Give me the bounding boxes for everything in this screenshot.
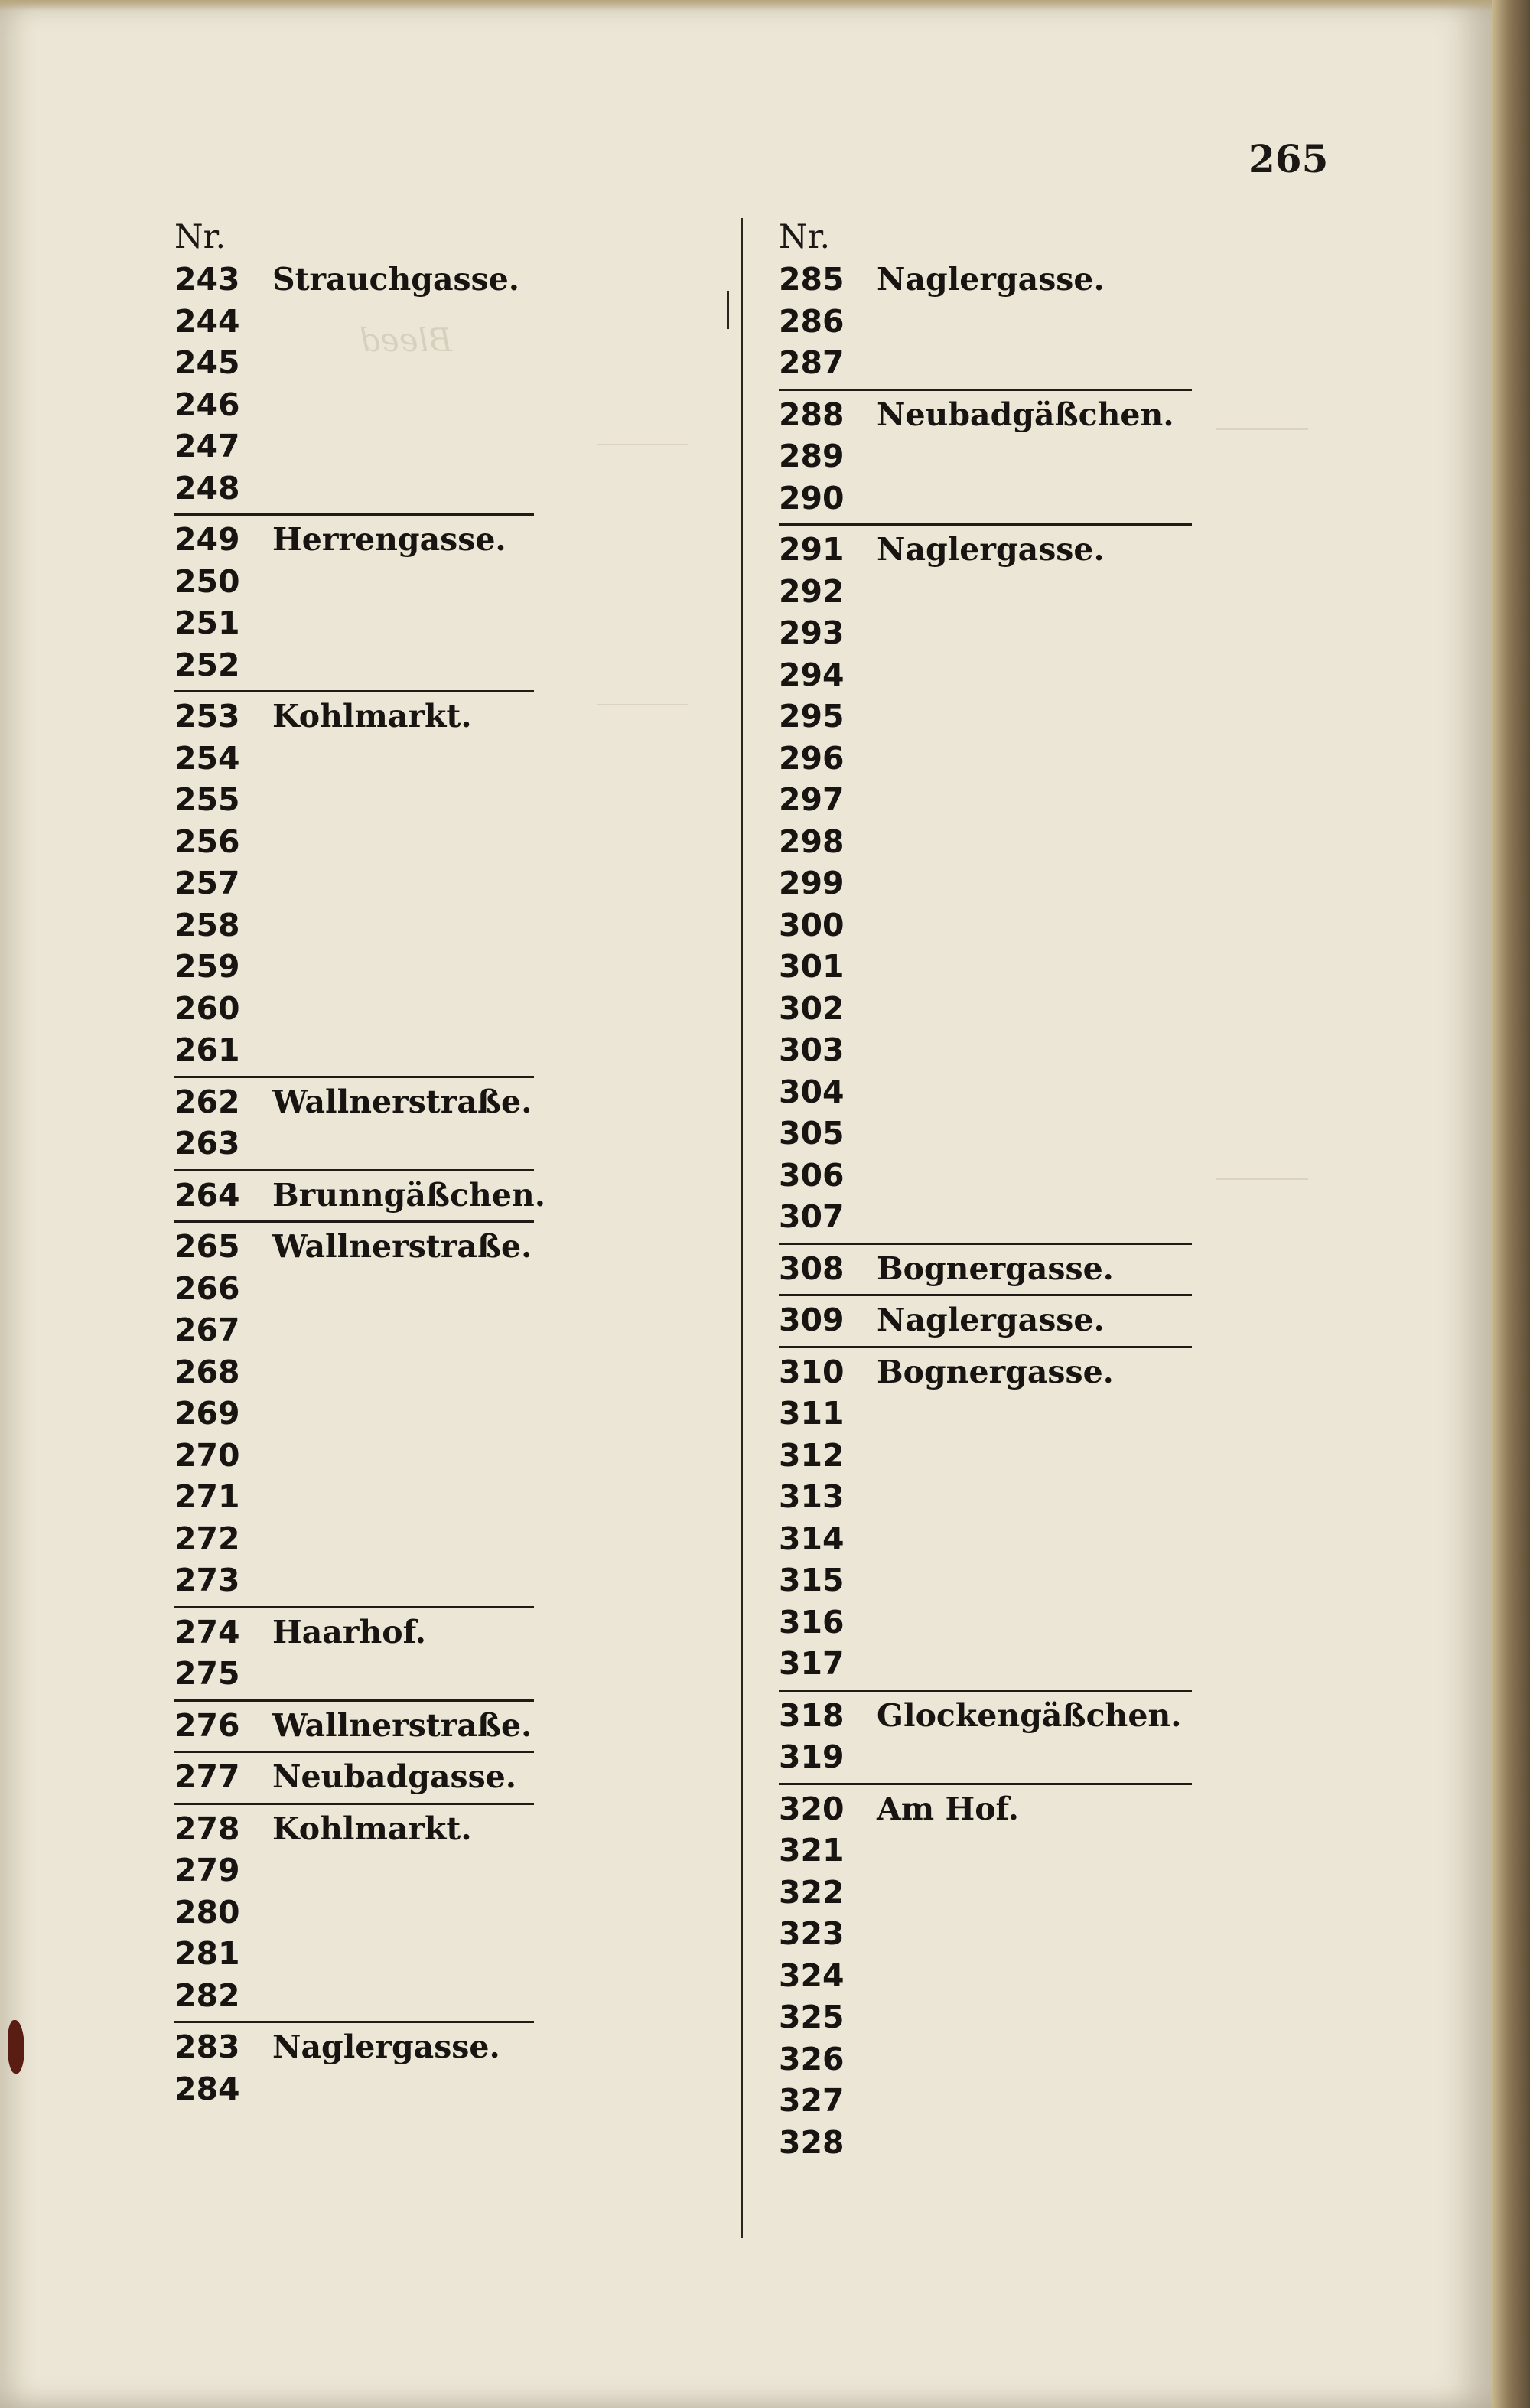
house-number: 294 bbox=[779, 656, 845, 693]
street-name: Kohlmarkt. bbox=[272, 698, 472, 735]
house-number: 310 bbox=[779, 1353, 845, 1390]
address-row bbox=[174, 561, 534, 603]
house-number: 277 bbox=[174, 1758, 240, 1795]
column-header-nr: Nr. bbox=[779, 218, 831, 256]
house-number: 274 bbox=[174, 1613, 240, 1650]
right-column bbox=[779, 218, 1192, 2163]
house-number: 253 bbox=[174, 698, 240, 735]
address-row bbox=[174, 513, 534, 561]
house-number: 285 bbox=[779, 261, 845, 298]
house-number: 295 bbox=[779, 698, 845, 735]
house-number: 283 bbox=[174, 2028, 240, 2065]
street-name: Glockengäßchen. bbox=[877, 1696, 1182, 1734]
address-row bbox=[779, 301, 1192, 343]
address-row bbox=[174, 1351, 534, 1393]
address-row bbox=[779, 1996, 1192, 2038]
left-rows bbox=[174, 259, 546, 2110]
address-row bbox=[174, 1803, 534, 1850]
address-row bbox=[779, 904, 1192, 947]
address-row bbox=[779, 1913, 1192, 1955]
street-name: Naglergasse. bbox=[877, 1302, 1105, 1338]
address-row bbox=[779, 259, 1192, 301]
house-number: 325 bbox=[779, 1999, 845, 2035]
address-row bbox=[174, 1653, 534, 1695]
right-rows bbox=[779, 259, 1192, 2163]
address-row bbox=[779, 1736, 1192, 1778]
address-row bbox=[174, 862, 534, 904]
address-row bbox=[174, 1309, 534, 1351]
address-row bbox=[174, 259, 534, 301]
address-row bbox=[174, 1268, 534, 1310]
house-number: 244 bbox=[174, 302, 240, 340]
address-row bbox=[779, 1071, 1192, 1113]
address-row bbox=[174, 1029, 534, 1071]
house-number: 278 bbox=[174, 1810, 240, 1847]
book-page-edge bbox=[1492, 0, 1530, 2408]
address-row bbox=[779, 988, 1192, 1030]
address-row bbox=[779, 571, 1192, 613]
address-row bbox=[174, 1435, 534, 1477]
address-row bbox=[779, 1435, 1192, 1477]
address-row bbox=[779, 1559, 1192, 1602]
column-divider-tick bbox=[727, 291, 729, 329]
bleed-through-line bbox=[597, 704, 688, 705]
house-number: 245 bbox=[174, 344, 240, 381]
street-name: Herrengasse. bbox=[272, 521, 506, 558]
house-number: 302 bbox=[779, 989, 845, 1027]
address-row bbox=[174, 946, 534, 988]
house-number: 305 bbox=[779, 1115, 845, 1152]
address-row bbox=[174, 1123, 534, 1165]
address-row bbox=[779, 1294, 1192, 1341]
address-row bbox=[174, 1699, 534, 1747]
house-number: 307 bbox=[779, 1198, 845, 1235]
address-row bbox=[779, 1518, 1192, 1560]
house-number: 324 bbox=[779, 1957, 845, 1994]
street-name: Haarhof. bbox=[272, 1613, 427, 1650]
address-row bbox=[779, 1393, 1192, 1435]
address-row bbox=[779, 1346, 1192, 1393]
house-number: 276 bbox=[174, 1706, 240, 1744]
house-number: 254 bbox=[174, 739, 240, 777]
address-row bbox=[174, 988, 534, 1030]
bleed-through-line bbox=[597, 444, 688, 445]
address-row bbox=[779, 1830, 1192, 1872]
address-row bbox=[174, 644, 534, 686]
column-divider bbox=[741, 218, 743, 2238]
address-row bbox=[174, 2021, 534, 2068]
address-row bbox=[779, 1155, 1192, 1197]
address-row bbox=[174, 1849, 534, 1892]
address-row bbox=[779, 435, 1192, 477]
address-row bbox=[779, 946, 1192, 988]
address-row bbox=[174, 342, 534, 384]
street-name: Naglergasse. bbox=[877, 261, 1105, 298]
house-number: 263 bbox=[174, 1125, 240, 1162]
address-row bbox=[779, 2038, 1192, 2081]
ink-stain bbox=[8, 2020, 24, 2074]
address-row bbox=[174, 1476, 534, 1518]
address-row bbox=[174, 779, 534, 821]
address-row bbox=[779, 1872, 1192, 1914]
address-row bbox=[174, 1751, 534, 1798]
house-number: 281 bbox=[174, 1935, 240, 1972]
address-row bbox=[779, 2122, 1192, 2164]
address-row bbox=[174, 468, 534, 510]
left-column bbox=[174, 218, 546, 2110]
house-number: 246 bbox=[174, 386, 240, 423]
address-row bbox=[779, 738, 1192, 780]
house-number: 309 bbox=[779, 1302, 845, 1338]
house-number: 272 bbox=[174, 1520, 240, 1557]
house-number: 298 bbox=[779, 823, 845, 860]
address-row bbox=[174, 425, 534, 468]
house-number: 327 bbox=[779, 2082, 845, 2119]
house-number: 251 bbox=[174, 604, 240, 641]
street-name: Strauchgasse. bbox=[272, 261, 520, 298]
house-number: 271 bbox=[174, 1478, 240, 1515]
house-number: 258 bbox=[174, 906, 240, 943]
house-number: 322 bbox=[779, 1873, 845, 1911]
house-number: 290 bbox=[779, 479, 845, 516]
house-number: 323 bbox=[779, 1915, 845, 1952]
house-number: 316 bbox=[779, 1603, 845, 1641]
house-number: 264 bbox=[174, 1176, 240, 1214]
house-number: 284 bbox=[174, 2070, 240, 2107]
house-number: 296 bbox=[779, 739, 845, 777]
house-number: 268 bbox=[174, 1353, 240, 1390]
address-row bbox=[174, 1975, 534, 2017]
house-number: 286 bbox=[779, 302, 845, 340]
address-row bbox=[779, 1029, 1192, 1071]
street-name: Neubadgasse. bbox=[272, 1758, 517, 1795]
address-row bbox=[174, 1393, 534, 1435]
house-number: 306 bbox=[779, 1156, 845, 1194]
address-row bbox=[174, 1169, 546, 1217]
house-number: 250 bbox=[174, 562, 240, 600]
page-top-shadow bbox=[0, 0, 1530, 11]
bleed-through-text: Bleed bbox=[360, 321, 452, 359]
address-row bbox=[174, 301, 534, 343]
street-name: Brunngäßchen. bbox=[272, 1176, 546, 1214]
house-number: 292 bbox=[779, 572, 845, 610]
address-row bbox=[174, 821, 534, 863]
house-number: 314 bbox=[779, 1520, 845, 1557]
address-row bbox=[779, 1690, 1192, 1737]
address-row bbox=[779, 1196, 1192, 1238]
house-number: 265 bbox=[174, 1228, 240, 1265]
house-number: 326 bbox=[779, 2040, 845, 2077]
house-number: 257 bbox=[174, 865, 240, 901]
house-number: 262 bbox=[174, 1083, 240, 1120]
house-number: 261 bbox=[174, 1031, 240, 1068]
address-row bbox=[779, 862, 1192, 904]
street-name: Am Hof. bbox=[877, 1790, 1020, 1827]
address-row bbox=[779, 2080, 1192, 2122]
address-row bbox=[174, 1933, 534, 1975]
column-header-nr: Nr. bbox=[174, 218, 226, 256]
address-row bbox=[779, 389, 1192, 436]
address-row bbox=[174, 2068, 534, 2110]
house-number: 266 bbox=[174, 1269, 240, 1307]
house-number: 317 bbox=[779, 1645, 845, 1682]
street-name: Naglergasse. bbox=[877, 531, 1105, 568]
address-row bbox=[779, 821, 1192, 863]
address-row bbox=[174, 690, 534, 738]
address-row bbox=[779, 1476, 1192, 1518]
address-row bbox=[779, 654, 1192, 696]
house-number: 260 bbox=[174, 989, 240, 1027]
address-row bbox=[174, 1606, 534, 1654]
house-number: 270 bbox=[174, 1436, 240, 1474]
address-row bbox=[779, 696, 1192, 738]
address-row bbox=[779, 1643, 1192, 1685]
address-row bbox=[779, 1602, 1192, 1644]
address-row bbox=[779, 1783, 1192, 1830]
bleed-through-line bbox=[1216, 428, 1308, 430]
house-number: 280 bbox=[174, 1893, 240, 1931]
house-number: 303 bbox=[779, 1031, 845, 1068]
house-number: 289 bbox=[779, 438, 845, 474]
street-name: Bognergasse. bbox=[877, 1250, 1114, 1287]
house-number: 312 bbox=[779, 1436, 845, 1474]
bleed-through-line bbox=[1216, 1178, 1308, 1180]
street-name: Wallnerstraße. bbox=[272, 1706, 532, 1744]
house-number: 279 bbox=[174, 1852, 240, 1888]
address-row bbox=[779, 612, 1192, 654]
house-number: 299 bbox=[779, 865, 845, 901]
street-name: Neubadgäßchen. bbox=[877, 396, 1174, 433]
house-number: 275 bbox=[174, 1655, 240, 1692]
address-row bbox=[174, 1518, 534, 1560]
house-number: 321 bbox=[779, 1832, 845, 1869]
address-row bbox=[779, 523, 1192, 571]
address-row bbox=[779, 342, 1192, 384]
house-number: 252 bbox=[174, 646, 240, 683]
house-number: 248 bbox=[174, 469, 240, 507]
house-number: 247 bbox=[174, 428, 240, 464]
street-name: Wallnerstraße. bbox=[272, 1083, 532, 1120]
house-number: 308 bbox=[779, 1250, 845, 1287]
street-name: Wallnerstraße. bbox=[272, 1228, 532, 1265]
address-row bbox=[174, 1559, 534, 1602]
house-number: 301 bbox=[779, 948, 845, 985]
house-number: 328 bbox=[779, 2123, 845, 2161]
street-name: Naglergasse. bbox=[272, 2028, 500, 2065]
house-number: 311 bbox=[779, 1395, 845, 1432]
house-number: 267 bbox=[174, 1312, 240, 1348]
address-row bbox=[174, 384, 534, 426]
house-number: 249 bbox=[174, 521, 240, 558]
address-row bbox=[174, 1076, 534, 1123]
house-number: 318 bbox=[779, 1696, 845, 1734]
street-name: Bognergasse. bbox=[877, 1353, 1114, 1390]
address-row bbox=[174, 1892, 534, 1934]
page-number: 265 bbox=[1248, 136, 1329, 181]
house-number: 282 bbox=[174, 1976, 240, 2014]
address-row bbox=[174, 738, 534, 780]
house-number: 288 bbox=[779, 396, 845, 433]
house-number: 287 bbox=[779, 344, 845, 381]
address-row bbox=[779, 1113, 1192, 1155]
house-number: 293 bbox=[779, 614, 845, 651]
address-row bbox=[779, 779, 1192, 821]
house-number: 313 bbox=[779, 1478, 845, 1515]
house-number: 256 bbox=[174, 823, 240, 860]
house-number: 315 bbox=[779, 1562, 845, 1598]
street-name: Kohlmarkt. bbox=[272, 1810, 472, 1847]
house-number: 255 bbox=[174, 781, 240, 818]
address-row bbox=[174, 602, 534, 644]
house-number: 320 bbox=[779, 1790, 845, 1827]
address-row bbox=[174, 904, 534, 947]
house-number: 259 bbox=[174, 948, 240, 985]
house-number: 291 bbox=[779, 531, 845, 568]
house-number: 319 bbox=[779, 1738, 845, 1775]
house-number: 269 bbox=[174, 1395, 240, 1432]
house-number: 300 bbox=[779, 906, 845, 943]
house-number: 273 bbox=[174, 1562, 240, 1598]
address-row bbox=[779, 1955, 1192, 1997]
house-number: 297 bbox=[779, 781, 845, 818]
address-row bbox=[174, 1220, 534, 1268]
address-row bbox=[779, 477, 1192, 520]
house-number: 243 bbox=[174, 261, 240, 298]
house-number: 304 bbox=[779, 1073, 845, 1110]
address-row bbox=[779, 1243, 1192, 1290]
